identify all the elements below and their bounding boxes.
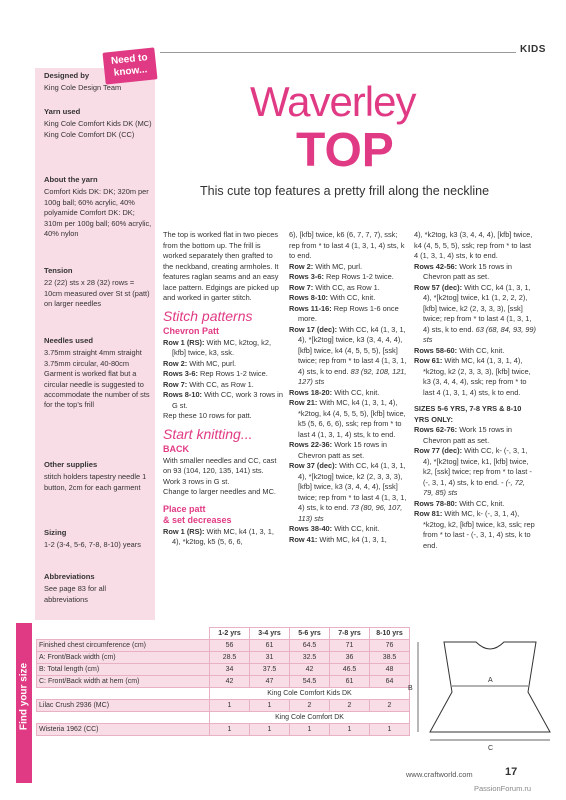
find-your-size-label: Find your size (18, 662, 30, 731)
instr-row (289, 293, 407, 304)
instr-label: Row 7: (289, 282, 314, 292)
instr-row (289, 388, 407, 399)
row-label: A: Front/Back width (cm) (37, 652, 210, 664)
table-cell: 61 (250, 640, 290, 652)
instr-label: Rows 22-36: (289, 440, 333, 449)
table-cell: 32.5 (290, 652, 330, 664)
instr-text: With CC, k- (-, 3, 1, 4), *[k2tog] twice, k1, [kfb] twice, k2, [ssk] twice; rep from * to last - (-, 3, 1, 4) sts, k to end. (423, 446, 532, 487)
instr-label: Row 41: (289, 534, 318, 544)
table-subheader-row (37, 688, 410, 700)
column-2 (289, 230, 407, 545)
instr-label: Rows 11-16: (289, 303, 332, 313)
instr-text: With CC, knit. (332, 524, 380, 533)
instr-label: Rows 58-60: (414, 345, 458, 355)
table-cell: 46.5 (330, 664, 370, 676)
abbreviations-section (44, 572, 152, 605)
instr-row (414, 262, 536, 283)
table-cell: 28.5 (210, 652, 250, 664)
stitch-count: - (-, 72, 79, 85) sts (423, 477, 525, 497)
table-cell: 37.5 (250, 664, 290, 676)
back-text-3: Change to larger needles and MC. (163, 487, 276, 496)
instr-text: Rep Rows 1-6 once more. (298, 303, 399, 323)
instr-label: Row 1 (RS): (163, 526, 205, 536)
needles-section (44, 336, 152, 411)
about-yarn-section (44, 175, 152, 239)
table-row (37, 664, 410, 676)
table-row (37, 652, 410, 664)
column-header: 8-10 yrs (370, 628, 410, 640)
row-label: Lilac Crush 2936 (MC) (37, 700, 210, 712)
instr-row (163, 527, 283, 548)
instr-text: With CC, work 3 rows in G st. (172, 390, 283, 410)
instr-row (163, 359, 283, 370)
instr-text: With MC, purl. (187, 358, 237, 368)
start-knitting-heading: Start knitting... (163, 425, 253, 442)
instr-text: Work 15 rows in Chevron patt as set. (423, 425, 513, 445)
needles-text: 3.75mm straight 4mm straight 3.75mm circular, 40-80cm Garment is worked flat but a circular needle is suggested to accommodate the number of sts for the top’s frill (44, 348, 150, 410)
abbreviations-text: See page 83 for all abbreviations (44, 584, 107, 604)
instr-label: Rows 78-80: (414, 498, 458, 508)
table-cell: 1 (250, 700, 290, 712)
instr-text: With MC, k4 (1, 3, 1, (317, 534, 387, 544)
instr-text: With CC, knit. (328, 293, 376, 302)
table-cell: 61 (330, 676, 370, 688)
instr-continued: 6), [kfb] twice, k6 (6, 7, 7, 7), ssk; rep from * to last 4 (1, 3, 1, 4) sts, k to end. (289, 230, 405, 260)
intro-text: The top is worked flat in two pieces from the bottom up. The frill is worked separately then grafted to the neckband, creating armholes. It features raglan seams and an easy lace pattern. Edgings are picked up and worked in garter stitch. (163, 230, 279, 302)
instr-row (163, 390, 283, 411)
instr-text: With CC, k4 (1, 3, 1, 4), *[k2tog] twice, k2 (2, 3, 3, 3), [kfb] twice, k3 (3, 4, 4, 4), [ssk] twice; rep from * to last 4 (1, 3, 1, 4) sts, k to end. (298, 461, 407, 512)
sizing-heading: Sizing (44, 528, 67, 537)
column-header: 1-2 yrs (210, 628, 250, 640)
table-cell: 64 (370, 676, 410, 688)
header-rule (160, 52, 516, 53)
instr-label: Row 1 (RS): (163, 337, 205, 347)
page-number: 17 (505, 766, 518, 778)
sizing-text: 1-2 (3-4, 5-6, 7-8, 8-10) years (44, 540, 141, 550)
instr-row (163, 380, 283, 391)
about-yarn-text: Comfort Kids DK: DK; 320m per 100g ball; 60% acrylic, 40% polyamide Comfort DK: DK; 310m per 100g ball; 60% acrylic, 40% nylon (44, 187, 152, 239)
footer-url: www.craftworld.com (406, 770, 473, 779)
stitch-count: 83 (92, 108, 121, 127) sts (298, 366, 407, 386)
back-text-1: With smaller needles and CC, cast on 93 (104, 120, 135, 141) sts. (163, 455, 277, 475)
instr-text: With CC, k4 (1, 3, 1, 4), *[k2tog] twice, k1 (1, 2, 2, 2), [kfb] twice, k2 (2, 3, 3, 3), [ssk] twice; rep from * to last 4 (1, 3, 1, 4) sts, k to end. (423, 282, 532, 334)
chevron-patt-heading: Chevron Patt (163, 325, 220, 336)
table-cell: 56 (210, 640, 250, 652)
yarn-subheader: King Cole Comfort Kids DK (210, 688, 410, 700)
instr-label: Rows 8-10: (163, 390, 203, 399)
instr-row (414, 446, 536, 499)
diagram-label-c: C (488, 745, 494, 752)
tension-section (44, 266, 152, 310)
section-label: KIDS (520, 44, 546, 55)
instr-continued: 4), *k2tog, k3 (3, 4, 4, 4), [kfb] twice, k4 (4, 5, 5, 5), ssk; rep from * to last 4 (1, 3, 1, 4) sts, k to end. (414, 230, 533, 260)
badge-line2: know... (113, 64, 148, 79)
instr-label: Rows 62-76: (414, 425, 458, 434)
instr-text: With MC, purl. (313, 261, 363, 271)
table-cell: 34 (210, 664, 250, 676)
instr-label: Row 2: (289, 261, 314, 271)
instr-label: Row 2: (163, 358, 188, 368)
table-cell: 2 (290, 700, 330, 712)
sizing-section (44, 528, 152, 551)
instr-row (289, 398, 407, 440)
supplies-section (44, 460, 152, 493)
table-cell: 38.5 (370, 652, 410, 664)
instr-label: Row 81: (414, 509, 443, 518)
instr-text: Rep Rows 1-2 twice. (323, 272, 394, 281)
instr-label: Rows 18-20: (289, 387, 333, 397)
table-cell: 54.5 (290, 676, 330, 688)
instr-row (414, 499, 536, 510)
table-cell: 47 (250, 676, 290, 688)
instr-row (289, 524, 407, 535)
place-patt-heading-2: & set decreases (163, 514, 232, 525)
stitch-count: 73 (80, 96, 107, 113) sts (298, 503, 403, 523)
instr-row (289, 535, 407, 546)
page-title-line1: Waverley (250, 78, 416, 125)
garment-outline (430, 642, 550, 732)
instr-text: With MC, k4 (1, 3, 1, 4), *k2tog, k5 (5, 6, 6, (172, 526, 274, 546)
place-patt-heading-1: Place patt (163, 503, 206, 514)
column-header: 5-6 yrs (290, 628, 330, 640)
table-row (37, 700, 410, 712)
table-subheader-row (37, 712, 410, 724)
instr-text: With MC, k4 (1, 3, 1, 4), *k2tog, k2 (2, 3, 3, 3), [kfb] twice, k3 (3, 4, 4, 4), ssk; rep from * to last 4 (1, 3, 1, 4) sts, k to end. (423, 356, 531, 397)
instr-row (289, 325, 407, 388)
instr-text: Rep Rows 1-2 twice. (197, 369, 268, 378)
instr-text: Work 15 rows in Chevron patt as set. (423, 261, 513, 281)
instr-row (289, 283, 407, 294)
instr-label: Rows 3-6: (163, 369, 198, 378)
instr-label: Row 77 (dec): (414, 446, 463, 455)
supplies-heading: Other supplies (44, 460, 98, 469)
stitch-count: 63 (68, 84, 93, 99) sts (423, 324, 536, 344)
table-cell: 1 (370, 724, 410, 736)
instr-text: With MC, k4 (1, 3, 1, 4), *k2tog, k4 (4, 5, 5, 5), [kfb] twice, k5 (5, 6, 6, 6), ssk; rep from * to last 4 (1, 3, 1, 4) sts, k to end. (298, 398, 406, 439)
instr-label: Row 17 (dec): (289, 324, 338, 334)
yarn-subheader: King Cole Comfort DK (210, 712, 410, 724)
row-label: C: Front/Back width at hem (cm) (37, 676, 210, 688)
watermark: PassionForum.ru (474, 784, 532, 793)
instr-text: With MC, k- (-, 3, 1, 4), *k2tog, k2, [kfb] twice, k3, ssk; rep from * to last - (-, 3, 1, 4) sts, k to end. (423, 509, 535, 550)
instr-label: Rows 42-56: (414, 261, 458, 271)
badge-line1: Need to (110, 52, 149, 67)
needles-heading: Needles used (44, 336, 93, 345)
instr-row (414, 509, 536, 551)
instr-label: Row 21: (289, 398, 318, 407)
column-3 (414, 230, 536, 551)
abbreviations-heading: Abbreviations (44, 572, 95, 581)
back-text-2: Work 3 rows in G st. (163, 476, 230, 486)
table-cell: 1 (330, 724, 370, 736)
instr-row (289, 272, 407, 283)
yarn-used-2: King Cole Comfort DK (CC) (44, 129, 135, 139)
table-cell: 1 (210, 700, 250, 712)
instr-text: With CC, knit. (457, 345, 505, 355)
instr-row (289, 304, 407, 325)
instr-row (163, 369, 283, 380)
about-yarn-heading: About the yarn (44, 175, 98, 184)
find-your-size-band (16, 623, 32, 783)
instr-label: Rows 8-10: (289, 293, 329, 302)
sizes-heading: SIZES 5-6 YRS, 7-8 YRS & 8-10 YRS ONLY: (414, 404, 522, 424)
yarn-used-1: King Cole Comfort Kids DK (MC) (44, 119, 152, 129)
yarn-used-section (44, 107, 152, 140)
table-cell: 42 (290, 664, 330, 676)
stitch-patterns-heading: Stitch patterns (163, 307, 253, 324)
table-cell: 1 (290, 724, 330, 736)
back-heading: BACK (163, 443, 189, 454)
tension-text: 22 (22) sts x 28 (32) rows = 10cm measured over St st (patt) on larger needles (44, 278, 150, 309)
repeat-text: Rep these 10 rows for patt. (163, 411, 252, 420)
column-1 (163, 230, 283, 548)
table-cell: 2 (370, 700, 410, 712)
instr-row (289, 262, 407, 273)
instr-text: With CC, knit. (457, 498, 505, 508)
instr-row (163, 338, 283, 359)
table-row (37, 676, 410, 688)
instr-row (414, 283, 536, 346)
table-spacer (37, 712, 210, 724)
designed-by-heading: Designed by (44, 71, 90, 80)
yarn-used-heading: Yarn used (44, 107, 81, 116)
instr-text: With CC, knit. (332, 387, 380, 397)
table-spacer (37, 688, 210, 700)
supplies-text: stitch holders tapestry needle 1 button, 2cm for each garment (44, 472, 147, 492)
designed-by-section (44, 71, 152, 94)
instr-label: Rows 3-6: (289, 272, 324, 281)
instr-text: Work 15 rows in Chevron patt as set. (298, 440, 388, 460)
table-cell: 48 (370, 664, 410, 676)
designed-by-text: King Cole Design Team (44, 83, 122, 93)
instr-label: Row 7: (163, 379, 188, 389)
row-label: Finished chest circumference (cm) (37, 640, 210, 652)
table-cell: 1 (210, 724, 250, 736)
diagram-label-a: A (488, 677, 493, 684)
row-label: B: Total length (cm) (37, 664, 210, 676)
table-cell: 31 (250, 652, 290, 664)
table-row (37, 724, 410, 736)
instr-text: With CC, as Row 1. (313, 282, 380, 292)
table-cell: 36 (330, 652, 370, 664)
table-corner (37, 628, 210, 640)
table-cell: 76 (370, 640, 410, 652)
table-cell: 42 (210, 676, 250, 688)
column-header: 7-8 yrs (330, 628, 370, 640)
instr-label: Rows 38-40: (289, 524, 333, 533)
instr-row (414, 356, 536, 398)
garment-schematic (404, 636, 554, 754)
table-cell: 2 (330, 700, 370, 712)
instr-row (289, 461, 407, 524)
size-table (36, 627, 410, 736)
instr-label: Row 57 (dec): (414, 282, 463, 292)
row-label: Wisteria 1962 (CC) (37, 724, 210, 736)
diagram-label-b: B (408, 685, 413, 692)
instr-label: Row 37 (dec): (289, 461, 338, 470)
table-cell: 71 (330, 640, 370, 652)
page-subtitle: This cute top features a pretty frill along the neckline (200, 184, 490, 198)
page-title-line2: TOP (296, 124, 394, 177)
column-header: 3-4 yrs (250, 628, 290, 640)
table-header-row (37, 628, 410, 640)
instr-row (289, 440, 407, 461)
instr-row (414, 346, 536, 357)
tension-heading: Tension (44, 266, 73, 275)
table-cell: 64.5 (290, 640, 330, 652)
instr-text: With CC, k4 (1, 3, 1, 4), *[k2tog] twice, k3 (3, 4, 4, 4), [kfb] twice, k4 (4, 5, 5, 5), [ssk] twice; rep from * to last 4 (1, 3, 1, 4) sts, k to end. (298, 324, 407, 376)
table-row (37, 640, 410, 652)
instr-text: With MC, k2tog, k2, [kfb] twice, k3, ssk. (172, 337, 272, 357)
instr-text: With CC, as Row 1. (187, 379, 254, 389)
instr-row (414, 425, 536, 446)
instr-label: Row 61: (414, 356, 443, 365)
table-cell: 1 (250, 724, 290, 736)
